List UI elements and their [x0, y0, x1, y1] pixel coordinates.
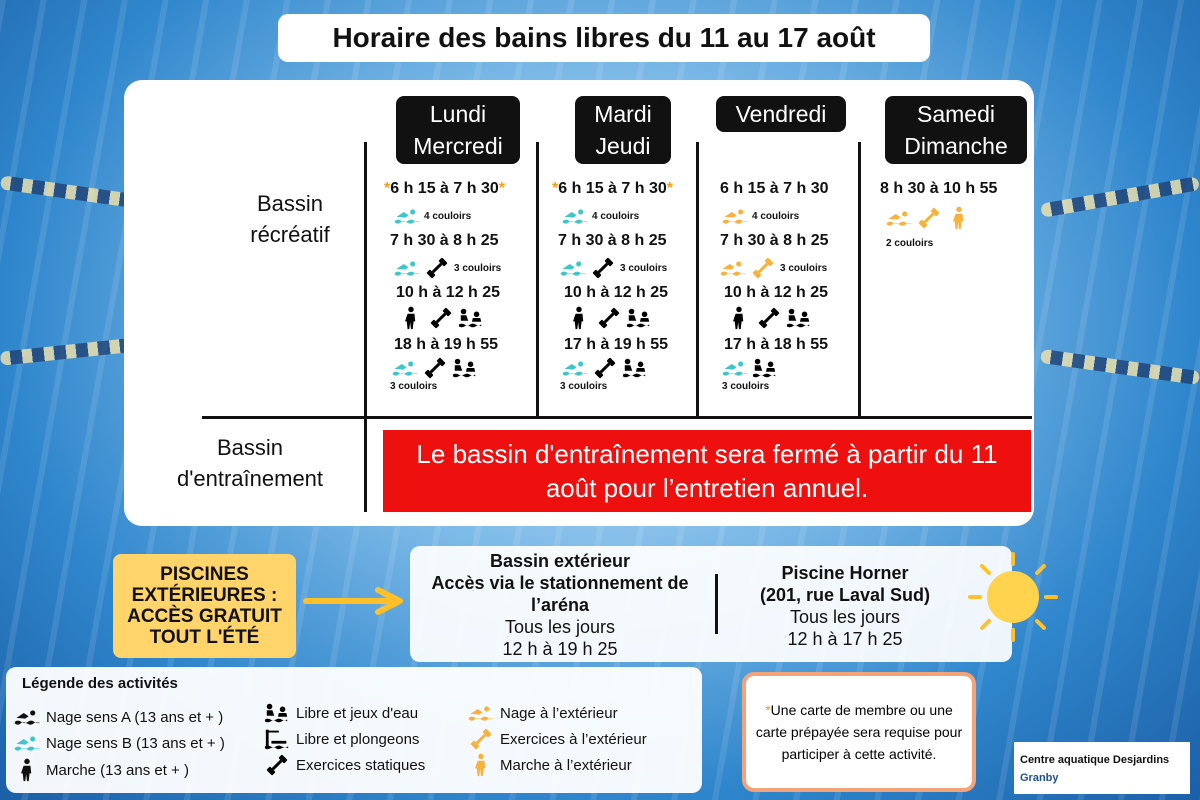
ve-time-1: 6 h 15 à 7 h 30 [720, 180, 829, 197]
walk-icon [726, 306, 752, 330]
dumbbell-icon [428, 306, 454, 330]
grid-divider [202, 416, 1032, 419]
legend-dive-label: Libre et plongeons [296, 730, 420, 748]
outdoor-pool-2 [730, 562, 960, 650]
dumbbell-icon [592, 356, 618, 380]
dumbbell-icon [424, 256, 450, 280]
swim-outdoor-icon [722, 204, 748, 228]
sun-icon [968, 552, 1058, 642]
mj-time-3: 10 h à 12 h 25 [564, 284, 669, 301]
mj-icons-2 [560, 256, 667, 280]
legend-walk-label: Marche (13 ans et + ) [46, 761, 189, 779]
lane-rope-right [1040, 176, 1200, 218]
play-icon [786, 306, 812, 330]
swim-outdoor-icon [468, 701, 494, 725]
row-label-recreatif: Bassin récréatif [250, 191, 330, 247]
dumbbell-icon [264, 753, 290, 777]
legend-walk [14, 758, 189, 782]
ve-time-2: 7 h 30 à 8 h 25 [720, 232, 829, 249]
outdoor-free-badge [113, 554, 296, 658]
legend-dive [264, 727, 419, 751]
grid-line-1 [364, 142, 367, 512]
dumbbell-outdoor-icon [916, 206, 942, 230]
mj-icons-4 [562, 356, 648, 380]
dumbbell-icon [756, 306, 782, 330]
lanes-note: 3 couloirs [780, 262, 828, 274]
ve-time-4: 17 h à 18 h 55 [724, 336, 829, 353]
row-label-entrainement: Bassin d'entraînement [176, 435, 324, 491]
swim-b-icon [394, 256, 420, 280]
play-icon [458, 306, 484, 330]
outdoor-pool-1 [410, 550, 710, 660]
member-star: * [552, 180, 559, 197]
outdoor-divider [715, 574, 718, 634]
lanes-note: 3 couloirs [620, 262, 668, 274]
legend-play-label: Libre et jeux d'eau [296, 704, 419, 722]
lanes-note: 4 couloirs [752, 210, 800, 222]
legend-dumbbell-outdoor-label: Exercices à l’extérieur [500, 730, 647, 748]
legend-title: Légende des activités [22, 675, 178, 692]
swim-b-icon [722, 356, 748, 380]
dumbbell-outdoor-icon [468, 727, 494, 751]
lm-time-3: 10 h à 12 h 25 [396, 284, 501, 301]
lane-rope-left-2 [0, 338, 130, 366]
outdoor-pool-2-sub: (201, rue Laval Sud) [759, 585, 931, 605]
outdoor-pool-1-days: Tous les jours [504, 617, 616, 637]
grid-line-2 [536, 142, 539, 418]
legend-dumbbell-label: Exercices statiques [296, 756, 426, 774]
closed-notice-text: Le bassin d'entraînement sera fermé à partir du 11 août pour l’entretien annuel. [416, 439, 998, 503]
lanes-note: 3 couloirs [560, 381, 608, 392]
day-samedi-dimanche: Samedi Dimanche [885, 96, 1027, 164]
sd-time-1: 8 h 30 à 10 h 55 [880, 180, 998, 197]
brand-name: Centre aquatique Desjardins [1020, 754, 1170, 766]
lanes-note: 4 couloirs [424, 210, 472, 222]
swim-b-icon [14, 731, 40, 755]
mj-time-1-text: 6 h 15 à 7 h 30 [558, 180, 667, 197]
lanes-note: 3 couloirs [390, 381, 438, 392]
brand-city: Granby [1020, 772, 1059, 784]
ve-icons-4 [722, 356, 778, 380]
member-star: * [765, 702, 771, 718]
member-card-note-text [752, 699, 966, 765]
lane-rope-right-2 [1040, 349, 1200, 385]
grid-line-4 [858, 142, 861, 418]
arrow-right-icon [302, 586, 408, 616]
swim-b-icon [562, 204, 588, 228]
ve-icons-3 [726, 306, 812, 330]
dumbbell-icon [422, 356, 448, 380]
ve-icons-2 [720, 256, 827, 280]
legend-swim-b [14, 731, 225, 755]
mj-time-1 [552, 180, 673, 198]
dumbbell-outdoor-icon [750, 256, 776, 280]
mj-icons-3 [566, 306, 652, 330]
day-mardi-jeudi: Mardi Jeudi [575, 96, 671, 164]
play-icon [622, 356, 648, 380]
lm-time-2: 7 h 30 à 8 h 25 [390, 232, 499, 249]
legend-swim-outdoor [468, 701, 618, 725]
legend-panel [6, 667, 702, 793]
mj-time-2: 7 h 30 à 8 h 25 [558, 232, 667, 249]
outdoor-pool-2-name: Piscine Horner [781, 563, 909, 583]
sd-icons-1 [886, 206, 972, 230]
legend-walk-outdoor-label: Marche à l’extérieur [500, 756, 632, 774]
legend-walk-outdoor [468, 753, 632, 777]
day-lundi-mercredi: Lundi Mercredi [396, 96, 520, 164]
dive-icon [264, 727, 290, 751]
outdoor-pool-2-days: Tous les jours [789, 607, 901, 627]
lm-icons-3 [398, 306, 484, 330]
outdoor-pool-2-hours: 12 h à 17 h 25 [787, 629, 903, 649]
swim-b-icon [562, 356, 588, 380]
ve-time-3: 10 h à 12 h 25 [724, 284, 829, 301]
play-icon [264, 701, 290, 725]
member-card-note [742, 672, 976, 792]
walk-icon [398, 306, 424, 330]
dumbbell-icon [596, 306, 622, 330]
outdoor-pool-1-name: Bassin extérieur [489, 551, 631, 571]
lane-rope-left [0, 175, 140, 208]
dumbbell-icon [590, 256, 616, 280]
mj-icons-1 [562, 204, 639, 228]
play-icon [626, 306, 652, 330]
play-icon [752, 356, 778, 380]
outdoor-pool-1-hours: 12 h à 19 h 25 [502, 639, 618, 659]
member-star: * [666, 180, 673, 197]
walk-outdoor-icon [468, 753, 494, 777]
member-star: * [384, 180, 391, 197]
swim-outdoor-icon [886, 206, 912, 230]
swim-outdoor-icon [720, 256, 746, 280]
walk-outdoor-icon [946, 206, 972, 230]
mj-time-4: 17 h à 19 h 55 [564, 336, 669, 353]
grid-line-3 [696, 142, 699, 418]
walk-icon [566, 306, 592, 330]
legend-swim-outdoor-label: Nage à l’extérieur [500, 704, 618, 722]
lanes-note: 3 couloirs [454, 262, 502, 274]
play-icon [452, 356, 478, 380]
lanes-note: 3 couloirs [722, 381, 770, 392]
lm-time-1-text: 6 h 15 à 7 h 30 [390, 180, 499, 197]
lanes-note: 2 couloirs [886, 238, 934, 249]
outdoor-free-badge-text: PISCINES EXTÉRIEURES : ACCÈS GRATUIT TOUT L'ÉTÉ [127, 564, 282, 648]
walk-icon [14, 758, 40, 782]
title-banner [278, 14, 930, 62]
legend-dumbbell [264, 753, 425, 777]
outdoor-pools-panel [410, 546, 1012, 662]
page-title: Horaire des bains libres du 11 au 17 août [332, 22, 876, 53]
brand-logo [1014, 742, 1190, 794]
lm-time-4: 18 h à 19 h 55 [394, 336, 499, 353]
lm-icons-4 [392, 356, 478, 380]
legend-dumbbell-outdoor [468, 727, 647, 751]
legend-swim-a-label: Nage sens A (13 ans et + ) [46, 708, 224, 726]
legend-swim-b-label: Nage sens B (13 ans et + ) [46, 734, 225, 752]
lm-icons-1 [394, 204, 471, 228]
swim-b-icon [394, 204, 420, 228]
outdoor-pool-1-sub: Accès via le stationnement de l’aréna [431, 573, 689, 615]
legend-play [264, 701, 418, 725]
swim-b-icon [392, 356, 418, 380]
swim-b-icon [560, 256, 586, 280]
member-note-text: Une carte de membre ou une carte prépayée sera requise pour participer à cette activité. [755, 702, 963, 762]
lm-icons-2 [394, 256, 501, 280]
ve-icons-1 [722, 204, 799, 228]
lm-time-1 [384, 180, 505, 198]
closed-notice [383, 430, 1031, 512]
lanes-note: 4 couloirs [592, 210, 640, 222]
legend-swim-a [14, 705, 223, 729]
swim-a-icon [14, 705, 40, 729]
day-vendredi: Vendredi [716, 96, 846, 132]
member-star: * [498, 180, 505, 197]
